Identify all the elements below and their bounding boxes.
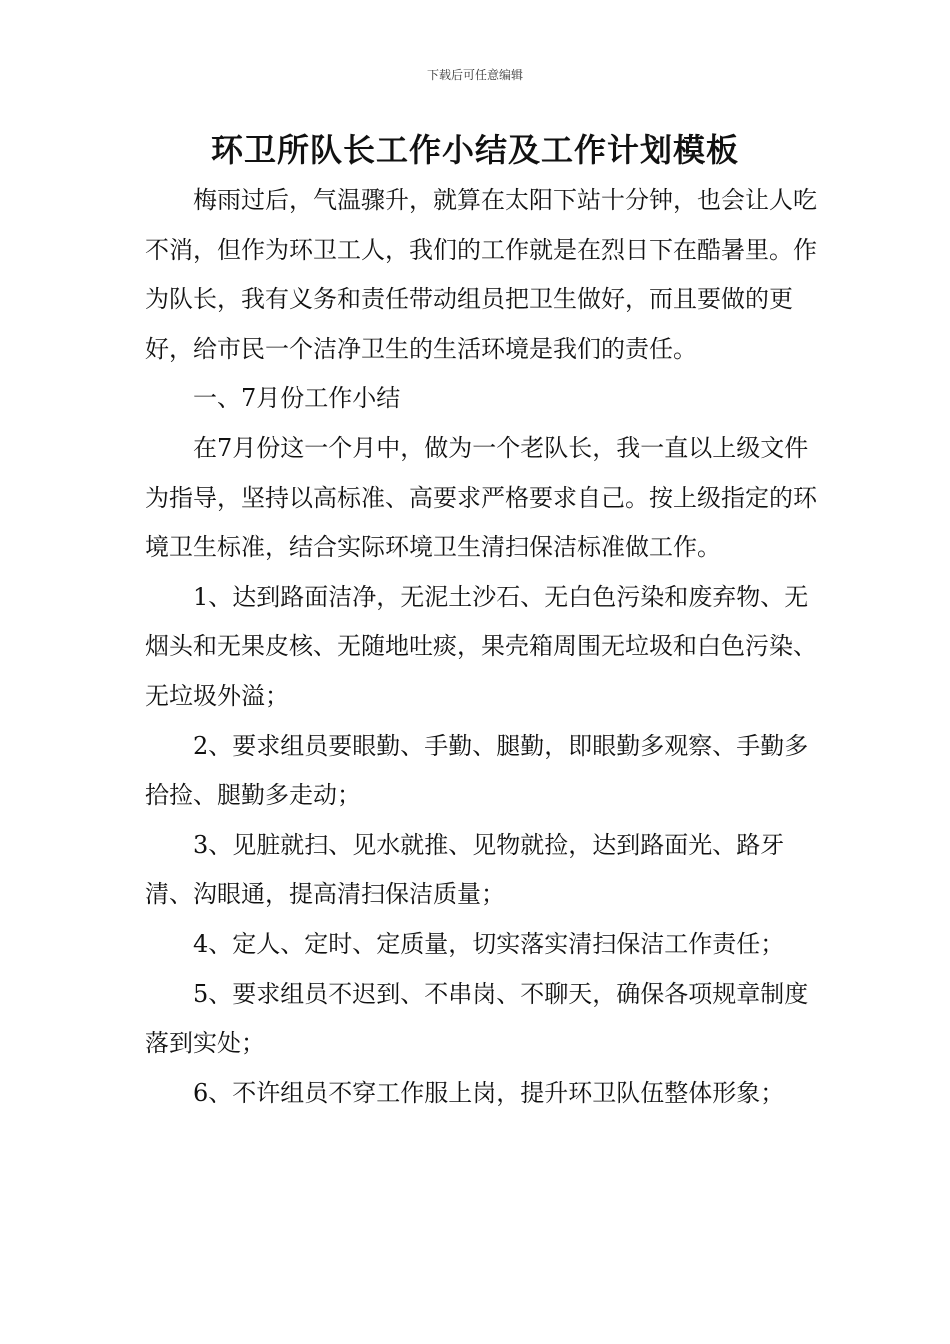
list-item: 1、达到路面洁净，无泥土沙石、无白色污染和废弃物、无烟头和无果皮核、无随地吐痰，果壳箱周围无垃圾和白色污染、无垃圾外溢； (145, 582, 817, 710)
paragraph-intro: 梅雨过后，气温骤升，就算在太阳下站十分钟，也会让人吃不消，但作为环卫工人，我们的工作就是在烈日下在酷暑里。作为队长，我有义务和责任带动组员把卫生做好，而且要做的更好，给市民一个洁净卫生的生活环境是我们的责任。 (145, 186, 817, 363)
list-item: 6、不许组员不穿工作服上岗，提升环卫队伍整体形象； (193, 1078, 785, 1107)
header-note: 下载后可任意编辑 (426, 68, 523, 82)
list-item: 2、要求组员要眼勤、手勤、腿勤，即眼勤多观察、手勤多拾捡、腿勤多走动； (145, 731, 809, 810)
paragraph-summary: 在7月份这一个月中，做为一个老队长，我一直以上级文件为指导，坚持以高标准、高要求严格要求自己。按上级指定的环境卫生标准，结合实际环境卫生清扫保洁标准做工作。 (145, 433, 817, 562)
section-heading: 一、7月份工作小结 (193, 384, 401, 413)
list-item: 4、定人、定时、定质量，切实落实清扫保洁工作责任； (193, 929, 785, 958)
list-item: 5、要求组员不迟到、不串岗、不聊天，确保各项规章制度落到实处； (145, 979, 809, 1058)
list-item: 3、见脏就扫、见水就推、见物就捡，达到路面光、路牙清、沟眼通，提高清扫保洁质量； (145, 830, 785, 909)
document-title: 环卫所队长工作小结及工作计划模板 (210, 131, 739, 169)
document-body (145, 176, 825, 1118)
